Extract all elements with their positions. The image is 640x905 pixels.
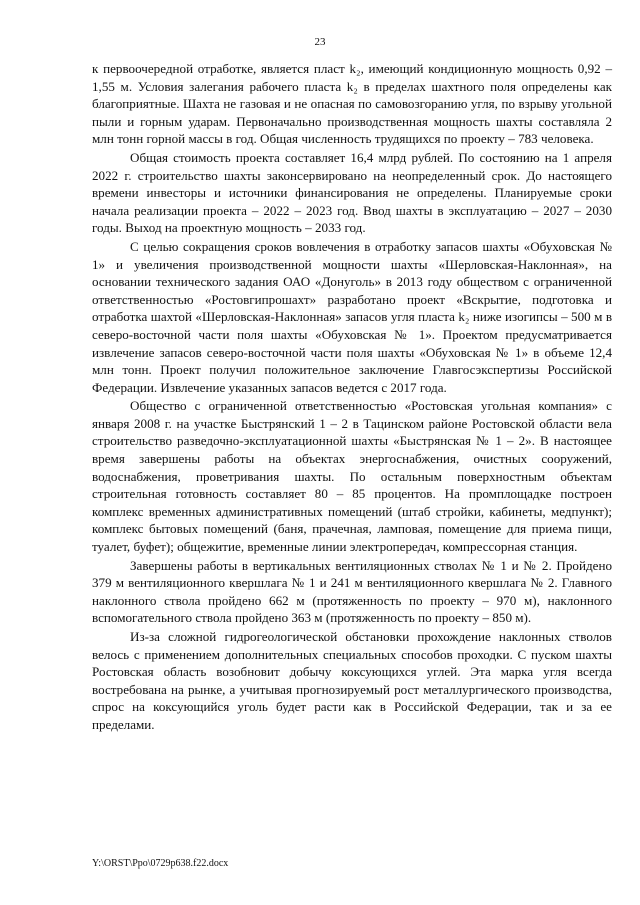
paragraph-bystryanskaya-mine: Общество с ограниченной ответственностью «Ростовская угольная компания» с января 2008 г. на участке Быстрянский 1 – 2 в Тацинском районе Ростовской области вела строительство разведочно-эксплуатационной шахты «Быстрянская № 1 – 2». В настоящее время завершены работы на объектах энергоснабжения, очистных сооружений, водоснабжения, проветривания шахты. По остальным поверхностным объектам строительная готовность составляет 80 – 85 процентов. На промплощадке построен комплекс временных административных помещений (штаб стройки, кабинеты, медпункт); комплекс бытовых помещений (баня, прачечная, ламповая, помещение для приема пищи, туалет, буфет); общежитие, временные линии электропередач, компрессорная станция. xyxy=(92,398,612,555)
paragraph-coking-coal: Из-за сложной гидрогеологической обстановки прохождение наклонных стволов велось с применением дополнительных специальных способов проходки. С пуском шахты Ростовская область возобновит добычу коксующихся углей. Эта марка угля всегда востребована на рынке, а учитывая прогнозируемый рост металлургического производства, спрос на коксующийся уголь будет расти как в Российской Федерации, так и за ее пределами. xyxy=(92,629,612,732)
paragraph-project-cost: Общая стоимость проекта составляет 16,4 млрд рублей. По состоянию на 1 апреля 2022 г. строительство шахты законсервировано на неопределенный срок. До настоящего времени инвесторы и источники финансирования не определены. Планируемые сроки начала реализации проекта – 2022 – 2023 год. Ввод шахты в эксплуатацию – 2027 – 2030 годы. Выход на проектную мощность – 2033 год. xyxy=(92,149,612,236)
file-path-footer: Y:\ORST\Ppo\0729p638.f22.docx xyxy=(92,858,229,869)
document-body xyxy=(92,60,612,734)
paragraph-obukhovskaya-project: С целью сокращения сроков вовлечения в отработку запасов шахты «Обуховская № 1» и увеличения производственной мощности шахты «Шерловская-Наклонная», на основании технического задания ОАО «Донуголь» в 2013 году обществом с ограниченной ответственностью «Ростовгипрошахт» разработано проект «Вскрытие, подготовка и отработка шахтой «Шерловская-Наклонная» запасов угля пласта k₂ ниже изогипсы – 500 м в северо-восточной части поля шахты «Обуховская № 1». Проектом предусматривается извлечение запасов северо-восточной части поля шахты «Обуховская № 1» в объеме 12,4 млн тонн. Проект получил положительное заключение Главгосэкспертизы Российской Федерации. Извлечение указанных запасов ведется с 2017 года. xyxy=(92,238,612,395)
page-number: 23 xyxy=(314,36,326,48)
paragraph-shafts-progress: Завершены работы в вертикальных вентиляционных стволах № 1 и № 2. Пройдено 379 м вентиляционного квершлага № 1 и 241 м вентиляционного квершлага № 2. Главного наклонного ствола пройдено 662 м (протяженность по проекту – 970 м), наклонного вспомогательного ствола пройдено 363 м (протяженность по проекту – 850 м). xyxy=(92,557,612,626)
paragraph-continuation: к первоочередной отработке, является пласт k₂, имеющий кондиционную мощность 0,92 – 1,55 м. Условия залегания рабочего пласта k₂ в пределах шахтного поля определены как благоприятные. Шахта не газовая и не опасная по самовозгоранию угля, по взрыву угольной пыли и горным ударам. Первоначально производственная мощность шахты составляла 2 млн тонн горной массы в год. Общая численность трудящихся по проекту – 783 человека. xyxy=(92,61,612,147)
